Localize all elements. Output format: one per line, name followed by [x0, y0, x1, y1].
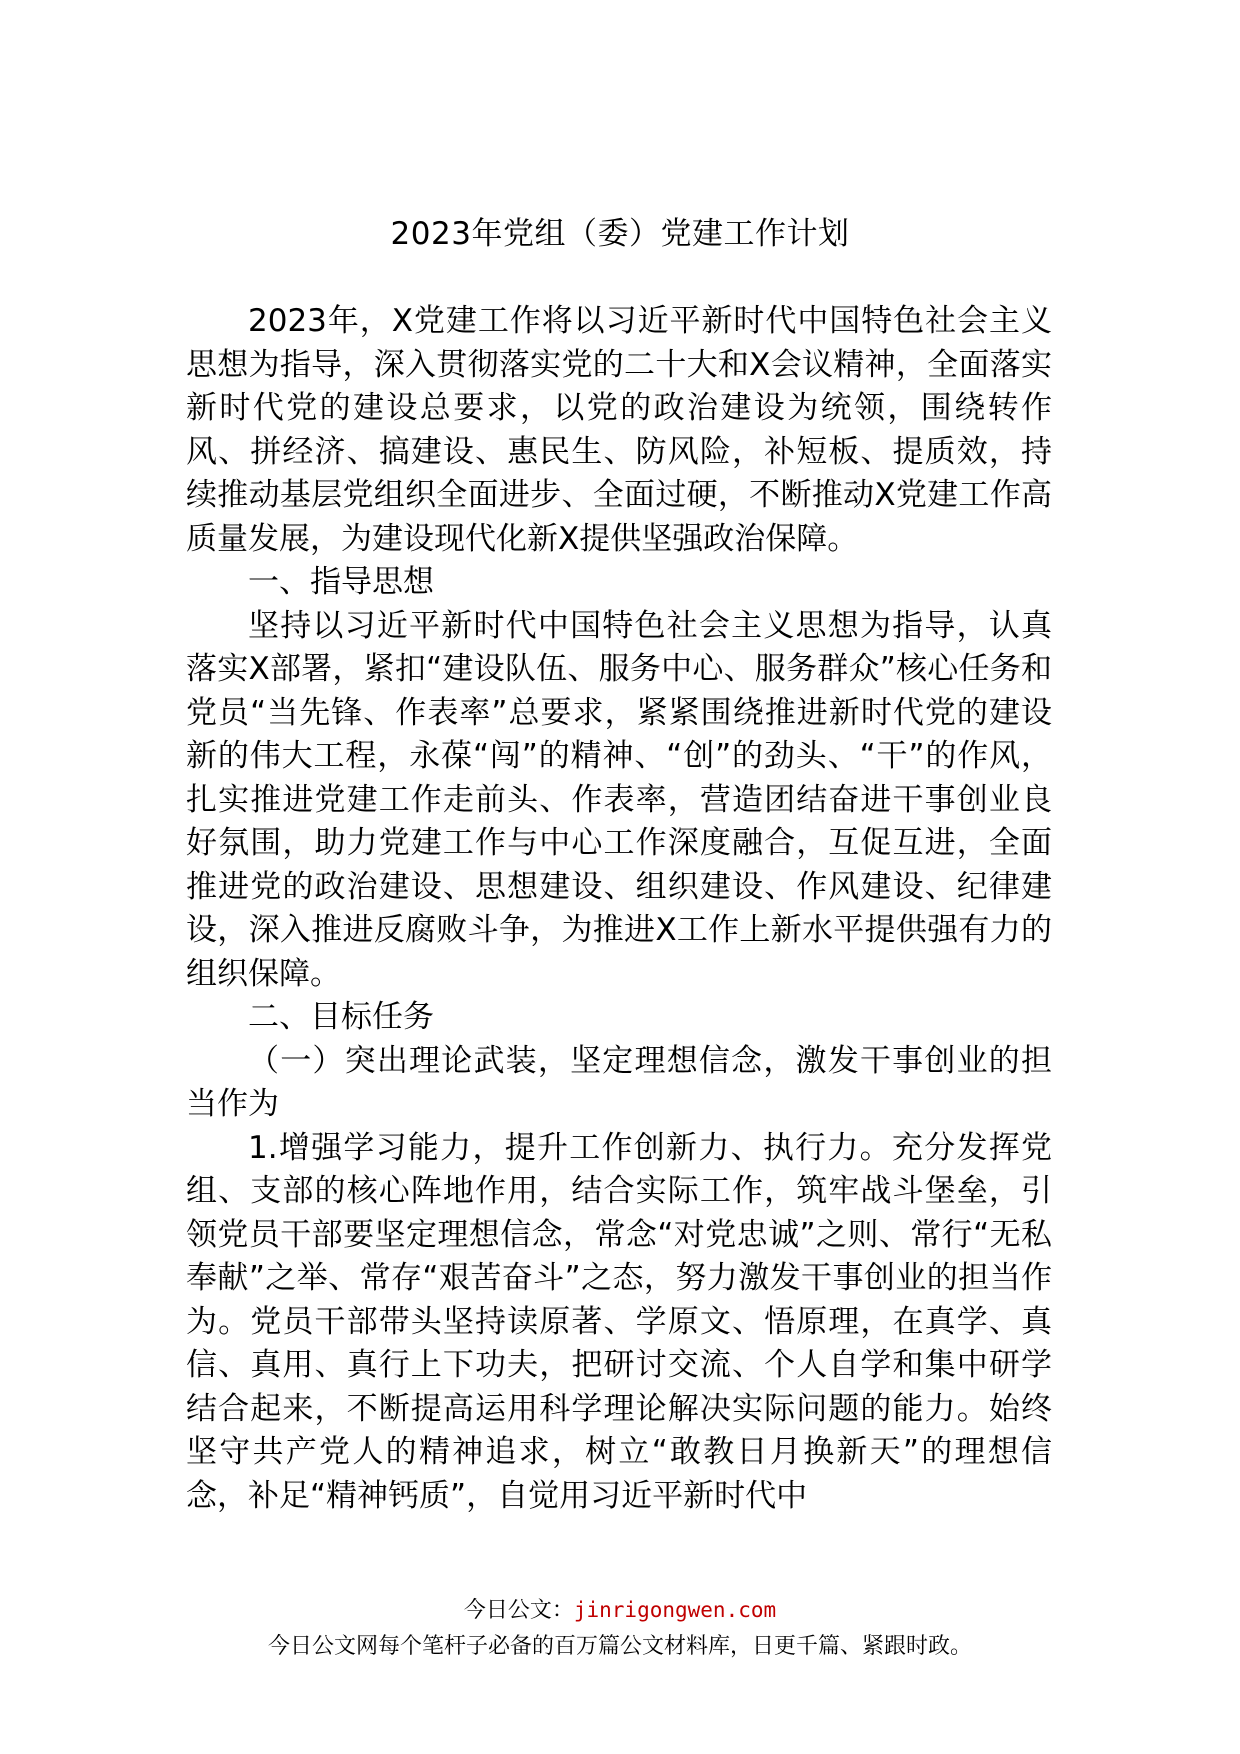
footer-label: 今日公文：	[463, 1598, 574, 1623]
guiding-ideology-paragraph: 坚持以习近平新时代中国特色社会主义思想为指导，认真落实X部署，紧扣“建设队伍、服务中心、服务群众”核心任务和党员“当先锋、作表率”总要求，紧紧围绕推进新时代党的建设新的伟大工程，永葆“闯”的精神、“创”的劲头、“干”的作风，扎实推进党建工作走前头、作表率，营造团结奋进干事创业良好氛围，助力党建工作与中心工作深度融合，互促互进，全面推进党的政治建设、思想建设、组织建设、作风建设、纪律建设，深入推进反腐败斗争，为推进X工作上新水平提供强有力的组织保障。	[186, 607, 1052, 992]
footer-source-line	[0, 1595, 1240, 1626]
intro-paragraph: 2023年，X党建工作将以习近平新时代中国特色社会主义思想为指导，深入贯彻落实党的二十大和X会议精神，全面落实新时代党的建设总要求，以党的政治建设为统领，围绕转作风、拼经济、搞建设、惠民生、防风险，补短板、提质效，持续推动基层党组织全面进步、全面过硬，不断推动X党建工作高质量发展，为建设现代化新X提供坚强政治保障。	[186, 303, 1052, 557]
footer	[0, 1595, 1240, 1664]
footer-url-link[interactable]: jinrigongwen.com	[573, 1598, 777, 1622]
document-title: 2023年党组（委）党建工作计划	[390, 216, 850, 252]
document-body	[186, 300, 1052, 1518]
section-heading-goals-tasks: 二、目标任务	[248, 999, 434, 1035]
section-heading-guiding-ideology: 一、指导思想	[248, 564, 434, 600]
item-1-paragraph: 1.增强学习能力，提升工作创新力、执行力。充分发挥党组、支部的核心阵地作用，结合实际工作，筑牢战斗堡垒，引领党员干部要坚定理想信念，常念“对党忠诚”之则、常行“无私奉献”之举、常存“艰苦奋斗”之态，努力激发干事创业的担当作为。党员干部带头坚持读原著、学原文、悟原理，在真学、真信、真用、真行上下功夫，把研讨交流、个人自学和集中研学结合起来，不断提高运用科学理论解决实际问题的能力。始终坚守共产党人的精神追求，树立“敢教日月换新天”的理想信念，补足“精神钙质”，自觉用习近平新时代中	[186, 1129, 1052, 1514]
subsection-heading-theory: （一）突出理论武装，坚定理想信念，激发干事创业的担当作为	[186, 1042, 1052, 1122]
footer-tagline: 今日公文网每个笔杆子必备的百万篇公文材料库，日更千篇、紧跟时政。	[267, 1634, 972, 1659]
